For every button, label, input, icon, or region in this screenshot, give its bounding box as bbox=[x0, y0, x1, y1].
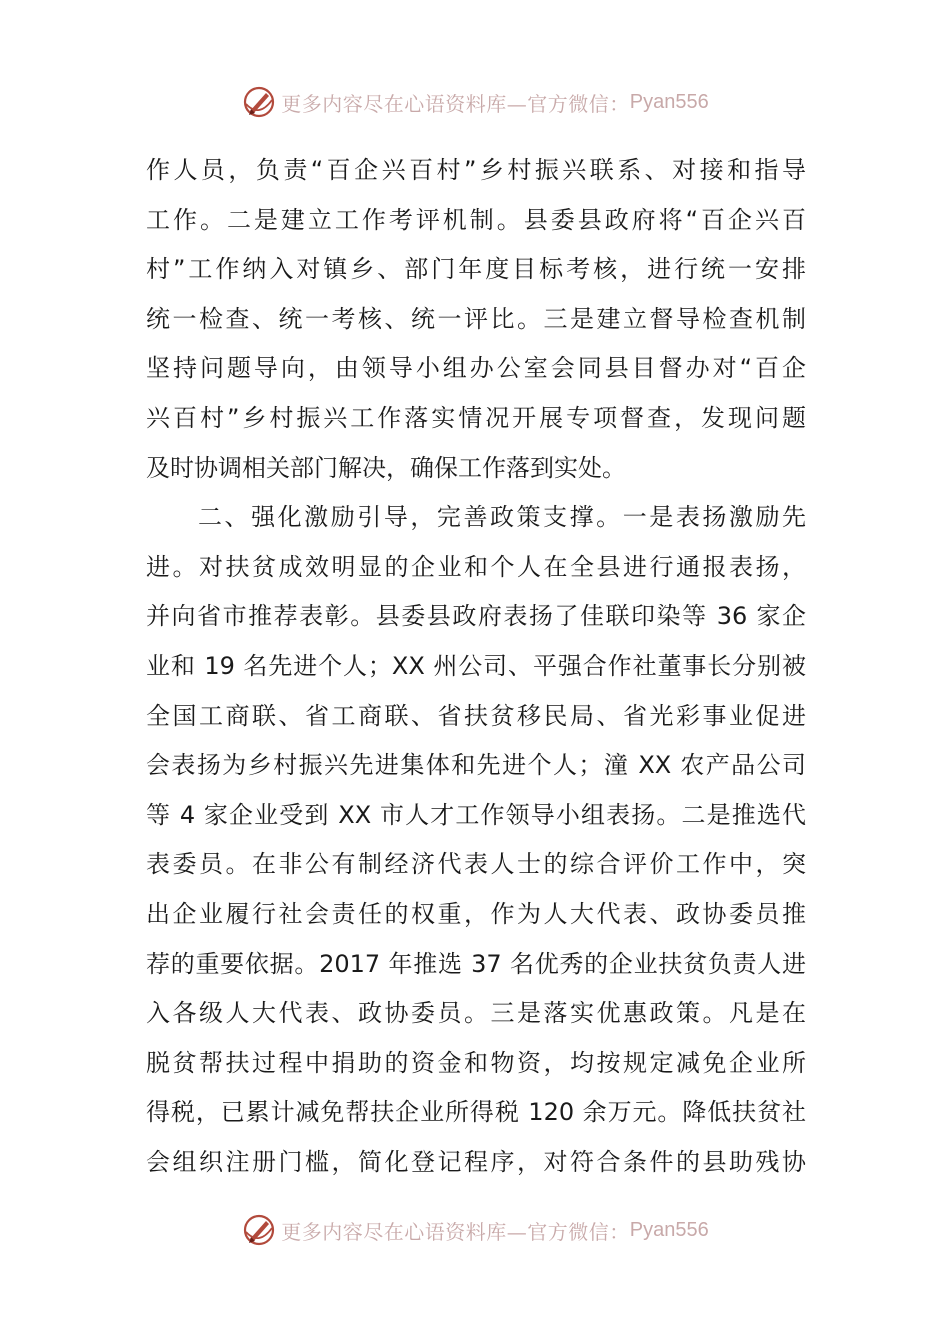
document-body bbox=[146, 146, 806, 1187]
text-line: 荐的重要依据。2017 年推选 37 名优秀的企业扶贫负责人进 bbox=[146, 949, 806, 978]
text-line: 及时协调相关部门解决，确保工作落到实处。 bbox=[146, 453, 626, 482]
watermark-text: 更多内容尽在心语资料库—官方微信： bbox=[281, 91, 630, 116]
watermark-banner-bottom bbox=[0, 1210, 950, 1250]
text-line: 会表扬为乡村振兴先进集体和先进个人；潼 XX 农产品公司 bbox=[146, 751, 806, 780]
watermark-account: Pyan556 bbox=[629, 90, 709, 113]
text-line: 兴百村”乡村振兴工作落实情况开展专项督查，发现问题 bbox=[146, 403, 806, 432]
watermark-text: 更多内容尽在心语资料库—官方微信： bbox=[281, 1219, 630, 1244]
text-line: 工作。二是建立工作考评机制。县委县政府将“百企兴百 bbox=[146, 205, 806, 234]
text-line: 作人员，负责“百企兴百村”乡村振兴联系、对接和指导 bbox=[146, 156, 806, 184]
text-line: 全国工商联、省工商联、省扶贫移民局、省光彩事业促进 bbox=[146, 701, 806, 730]
text-line: 脱贫帮扶过程中捐助的资金和物资，均按规定减免企业所 bbox=[146, 1048, 806, 1077]
text-line: 并向省市推荐表彰。县委县政府表扬了佳联印染等 36 家企 bbox=[146, 602, 806, 631]
text-line: 出企业履行社会责任的权重，作为人大代表、政协委员推 bbox=[146, 899, 806, 928]
paragraph-2 bbox=[146, 493, 806, 1187]
text-line: 业和 19 名先进个人；XX 州公司、平强合作社董事长分别被 bbox=[146, 651, 806, 680]
text-line: 统一检查、统一考核、统一评比。三是建立督导检查机制 bbox=[146, 304, 806, 333]
text-line: 表委员。在非公有制经济代表人士的综合评价工作中，突 bbox=[146, 850, 806, 879]
text-line: 坚持问题导向，由领导小组办公室会同县目督办对“百企 bbox=[146, 354, 806, 383]
watermark-account: Pyan556 bbox=[629, 1218, 709, 1241]
paragraph-1 bbox=[146, 146, 806, 493]
text-line: 二、强化激励引导，完善政策支撑。一是表扬激励先 bbox=[198, 503, 806, 532]
text-line: 会组织注册门槛，简化登记程序，对符合条件的县助残协 bbox=[146, 1147, 806, 1176]
text-line: 入各级人大代表、政协委员。三是落实优惠政策。凡是在 bbox=[146, 999, 806, 1028]
watermark-banner-top bbox=[0, 82, 950, 122]
text-line: 进。对扶贫成效明显的企业和个人在全县进行通报表扬， bbox=[146, 552, 806, 581]
pen-circle-logo-icon bbox=[241, 1212, 277, 1248]
text-line: 等 4 家企业受到 XX 市人才工作领导小组表扬。二是推选代 bbox=[146, 800, 806, 829]
text-line: 得税，已累计减免帮扶企业所得税 120 余万元。降低扶贫社 bbox=[146, 1098, 806, 1127]
text-line: 村”工作纳入对镇乡、部门年度目标考核，进行统一安排 bbox=[146, 255, 806, 284]
pen-circle-logo-icon bbox=[241, 84, 277, 120]
